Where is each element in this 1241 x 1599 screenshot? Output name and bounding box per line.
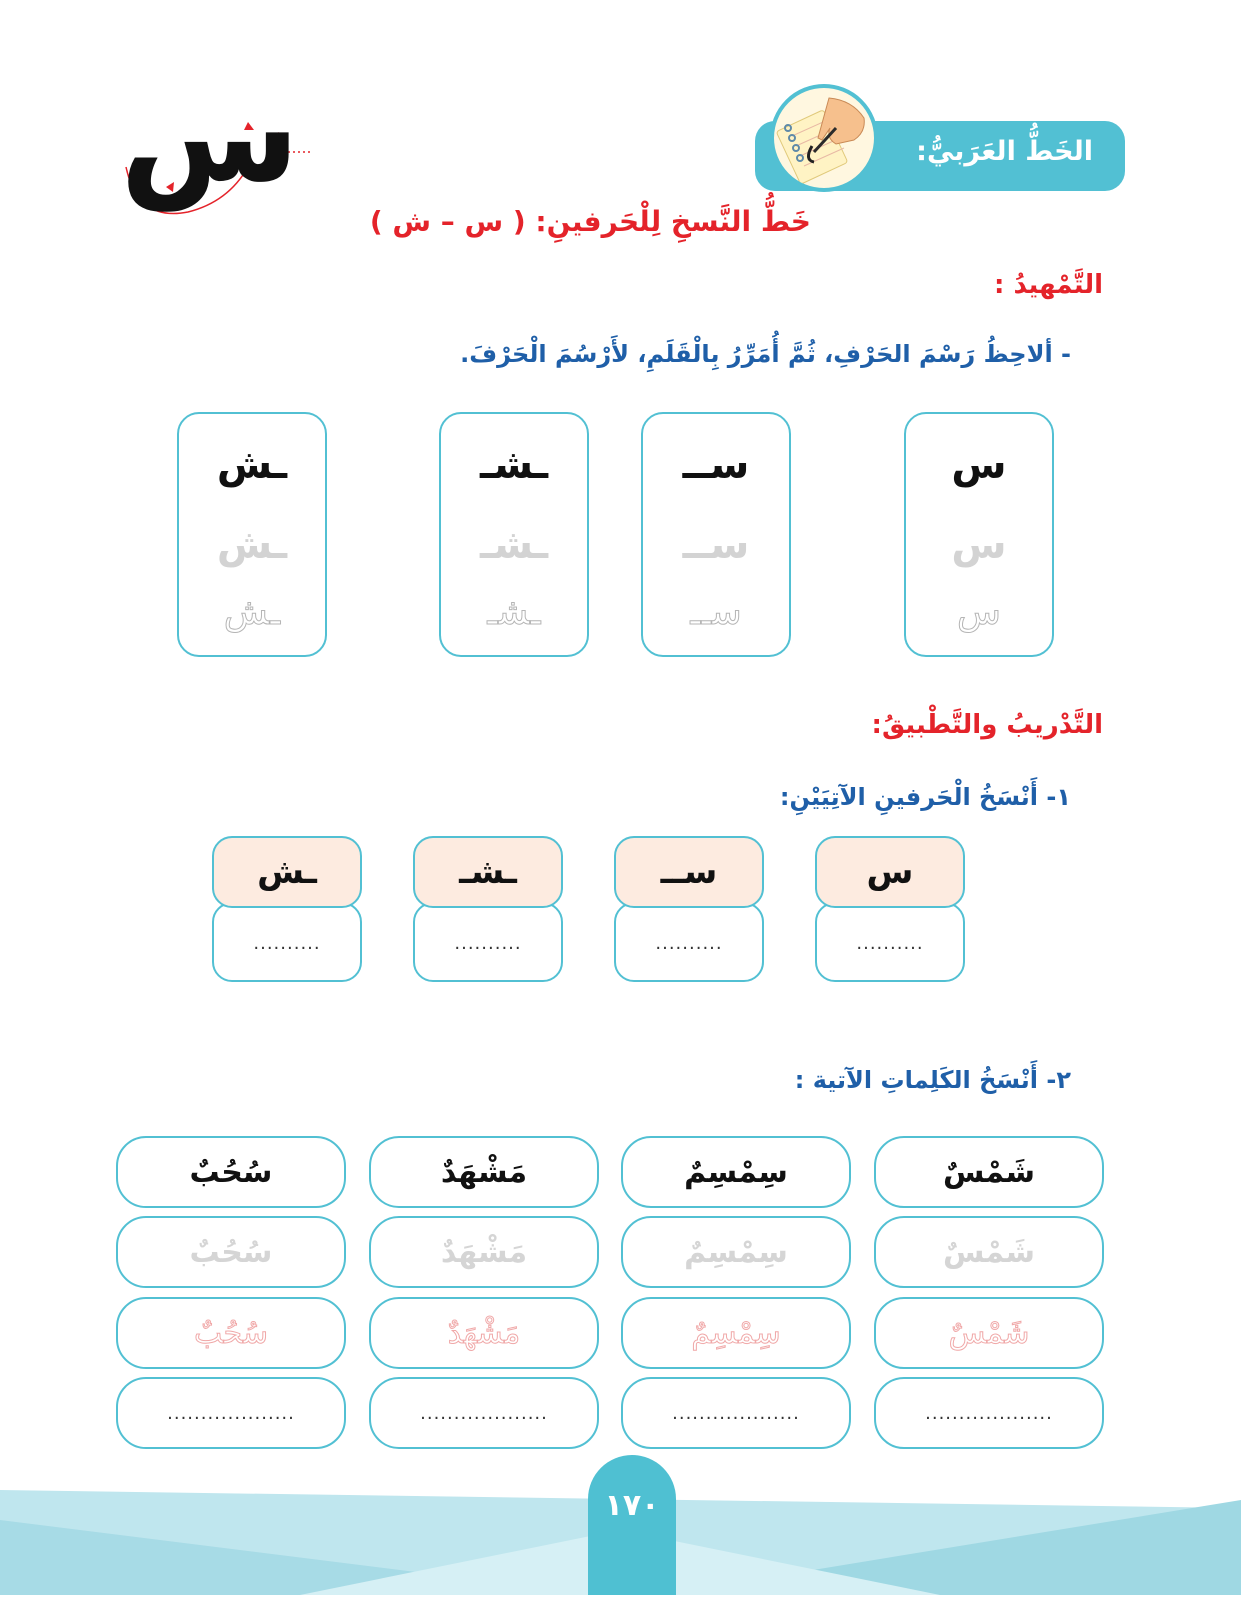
word-sample (874, 1136, 1104, 1208)
practice-title: التَّدْريبُ والتَّطْبيقُ: (871, 710, 1103, 740)
word-text: مَشْهَدٌ (440, 1155, 528, 1190)
trace-card (641, 412, 791, 657)
word-trace[interactable] (369, 1297, 599, 1369)
trace-letter-gray: ـش (216, 522, 288, 568)
page-number: ١٧٠ (604, 1488, 660, 1523)
page-number-tab (588, 1455, 676, 1595)
word-copy-field[interactable] (116, 1377, 346, 1449)
trace-letter-dotted[interactable]: ـش (223, 592, 281, 633)
copy-letter-sample: ســ (614, 836, 764, 908)
word-writing-line: ................... (167, 1403, 295, 1424)
word-gray (621, 1216, 851, 1288)
word-sample (369, 1136, 599, 1208)
trace-letter: س (951, 442, 1007, 488)
word-writing-line: ................... (420, 1403, 548, 1424)
word-gray (874, 1216, 1104, 1288)
word-text-dotted: مَشْهَدٌ (447, 1316, 521, 1351)
intro-title: التَّمْهيدُ : (994, 270, 1103, 300)
word-gray (116, 1216, 346, 1288)
trace-letter-dotted[interactable]: ســ (690, 592, 742, 633)
trace-letter-dotted[interactable]: ـشـ (487, 592, 541, 633)
copy-letter-field[interactable]: .......... (212, 902, 362, 982)
word-text-dotted: سُحُبٌ (194, 1316, 268, 1351)
word-text: سُحُبٌ (189, 1155, 273, 1190)
word-writing-line: ................... (925, 1403, 1053, 1424)
word-writing-line: ................... (672, 1403, 800, 1424)
lesson-subtitle: خَطُّ النَّسخِ لِلْحَرفينِ: ( س – ش ) (369, 205, 811, 238)
writing-hand-icon (770, 84, 878, 192)
word-trace[interactable] (116, 1297, 346, 1369)
word-copy-field[interactable] (874, 1377, 1104, 1449)
word-copy-field[interactable] (621, 1377, 851, 1449)
copy-letter-sample: ـش (212, 836, 362, 908)
word-trace[interactable] (874, 1297, 1104, 1369)
trace-card (439, 412, 589, 657)
trace-letter-gray: ـشـ (479, 522, 549, 568)
intro-instruction: - ألاحِظُ رَسْمَ الحَرْفِ، ثُمَّ أُمَرِّرُ بِالْقَلَمِ، لأَرْسُمَ الْحَرْفَ. (460, 340, 1071, 368)
trace-letter-dotted[interactable]: س (957, 592, 1001, 633)
word-sample (621, 1136, 851, 1208)
trace-letter: ـشـ (479, 442, 549, 488)
copy-letter-sample: س (815, 836, 965, 908)
word-text-gray: مَشْهَدٌ (440, 1235, 528, 1270)
trace-letter: ســ (682, 442, 750, 488)
word-gray (369, 1216, 599, 1288)
word-text-gray: سُحُبٌ (189, 1235, 273, 1270)
question-1: ١- أَنْسَخُ الْحَرفينِ الآتِيَيْنِ: (779, 783, 1071, 811)
trace-card (904, 412, 1054, 657)
trace-letter-gray: س (951, 522, 1007, 568)
copy-letter-field[interactable]: .......... (413, 902, 563, 982)
copy-letter-sample: ـشـ (413, 836, 563, 908)
trace-letter: ـش (216, 442, 288, 488)
word-text: شَمْسٌ (942, 1155, 1036, 1190)
big-letter: س (120, 59, 300, 211)
trace-card (177, 412, 327, 657)
word-sample (116, 1136, 346, 1208)
trace-letter-gray: ســ (682, 522, 750, 568)
word-text: سِمْسِمٌ (684, 1155, 788, 1190)
word-text-gray: شَمْسٌ (942, 1235, 1036, 1270)
copy-letter-field[interactable]: .......... (614, 902, 764, 982)
header-title: الخَطُّ العَرَبيُّ: (916, 136, 1093, 167)
word-text-dotted: سِمْسِمٌ (691, 1316, 781, 1351)
word-text-gray: سِمْسِمٌ (684, 1235, 788, 1270)
copy-letter-field[interactable]: .......... (815, 902, 965, 982)
word-copy-field[interactable] (369, 1377, 599, 1449)
word-trace[interactable] (621, 1297, 851, 1369)
word-text-dotted: شَمْسٌ (948, 1316, 1030, 1351)
question-2: ٢- أَنْسَخُ الكَلِماتِ الآتية : (794, 1066, 1071, 1094)
